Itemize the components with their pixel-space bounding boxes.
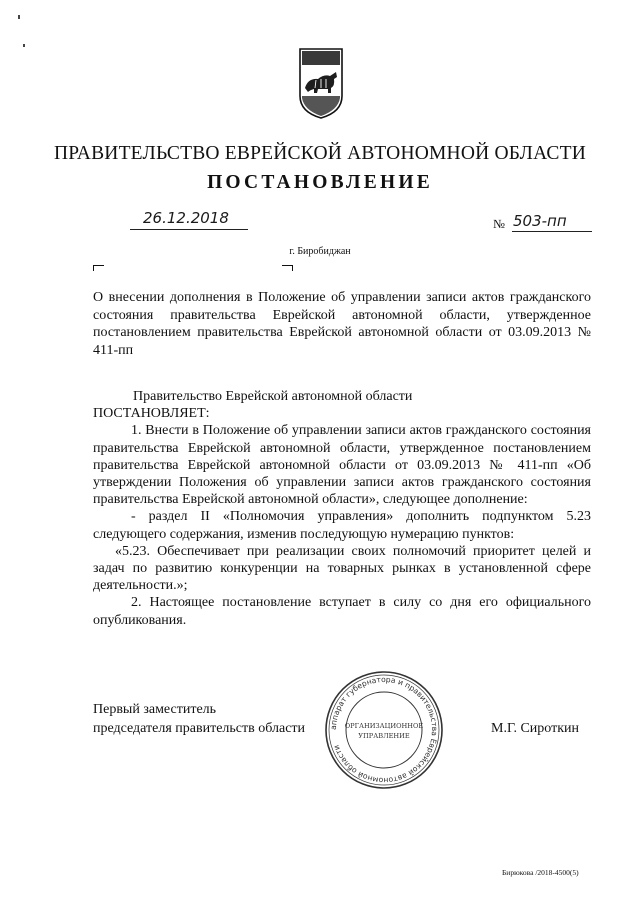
signatory-position-line-1: Первый заместитель: [93, 702, 217, 717]
date-underline: [130, 229, 248, 230]
decree-number: 503-пп: [513, 212, 567, 230]
item-2: 2. Настоящее постановление вступает в силу со дня его официального опубликования.: [93, 595, 591, 628]
subject-right-corner-mark: [282, 265, 293, 271]
signatory-position-line-2: председателя правительств области: [93, 720, 306, 736]
signatory-name: М.Г. Сироткин: [491, 721, 580, 736]
executor-reference: Бирюкова /2018-4500(5): [502, 868, 579, 877]
coat-of-arms-icon: [296, 46, 346, 120]
decree-subject: О внесении дополнения в Положение об управлении записи актов гражданского состояния правительства Еврейской автономной области, утвержденное постановлением правительства Еврейской автономной области от 03.09.2013 № 411-пп: [93, 290, 591, 358]
subject-left-corner-mark: [93, 265, 104, 271]
scan-speck: [23, 44, 25, 47]
stamp-center-line-2: УПРАВЛЕНИЕ: [358, 732, 410, 740]
number-sign: №: [493, 217, 505, 231]
decree-body: [93, 388, 591, 629]
city-name: г. Биробиджан: [289, 246, 351, 257]
stamp-center-line-1: ОРГАНИЗАЦИОННОЕ: [344, 722, 424, 730]
item-1-subpoint: - раздел II «Полномочия управления» дополнить подпунктом 5.23 следующего содержания, изменив последующую нумерацию пунктов:: [93, 509, 591, 542]
stamp-ring-text: аппарат губернатора и правительства Еврейской автономной области: [328, 674, 440, 786]
preamble-government: Правительство Еврейской автономной области: [133, 389, 413, 404]
official-stamp: [322, 668, 446, 792]
decree-date: 26.12.2018: [143, 209, 229, 227]
item-1-quote: «5.23. Обеспечивает при реализации своих полномочий приоритет целей и задач по развитию конкуренции на товарных рынках в установленной сфере деятельности.»;: [93, 543, 591, 594]
item-1: 1. Внести в Положение об управлении записи актов гражданского состояния правительства Еврейской автономной области, утвержденное постановлением правительства Еврейской автономной области от 03.09.2013 № 411-пп «Об утверждении Положения об управлении записи актов гражданского состояния правительства Еврейской автономной области», следующее дополнение:: [93, 423, 591, 508]
scan-speck: [18, 15, 20, 19]
number-underline: [512, 231, 592, 232]
decree-title: ПОСТАНОВЛЕНИЕ: [207, 172, 433, 193]
government-title: ПРАВИТЕЛЬСТВО ЕВРЕЙСКОЙ АВТОНОМНОЙ ОБЛАСТИ: [53, 143, 587, 164]
signatory-position: [93, 701, 305, 738]
preamble-resolves: ПОСТАНОВЛЯЕТ:: [93, 406, 210, 422]
